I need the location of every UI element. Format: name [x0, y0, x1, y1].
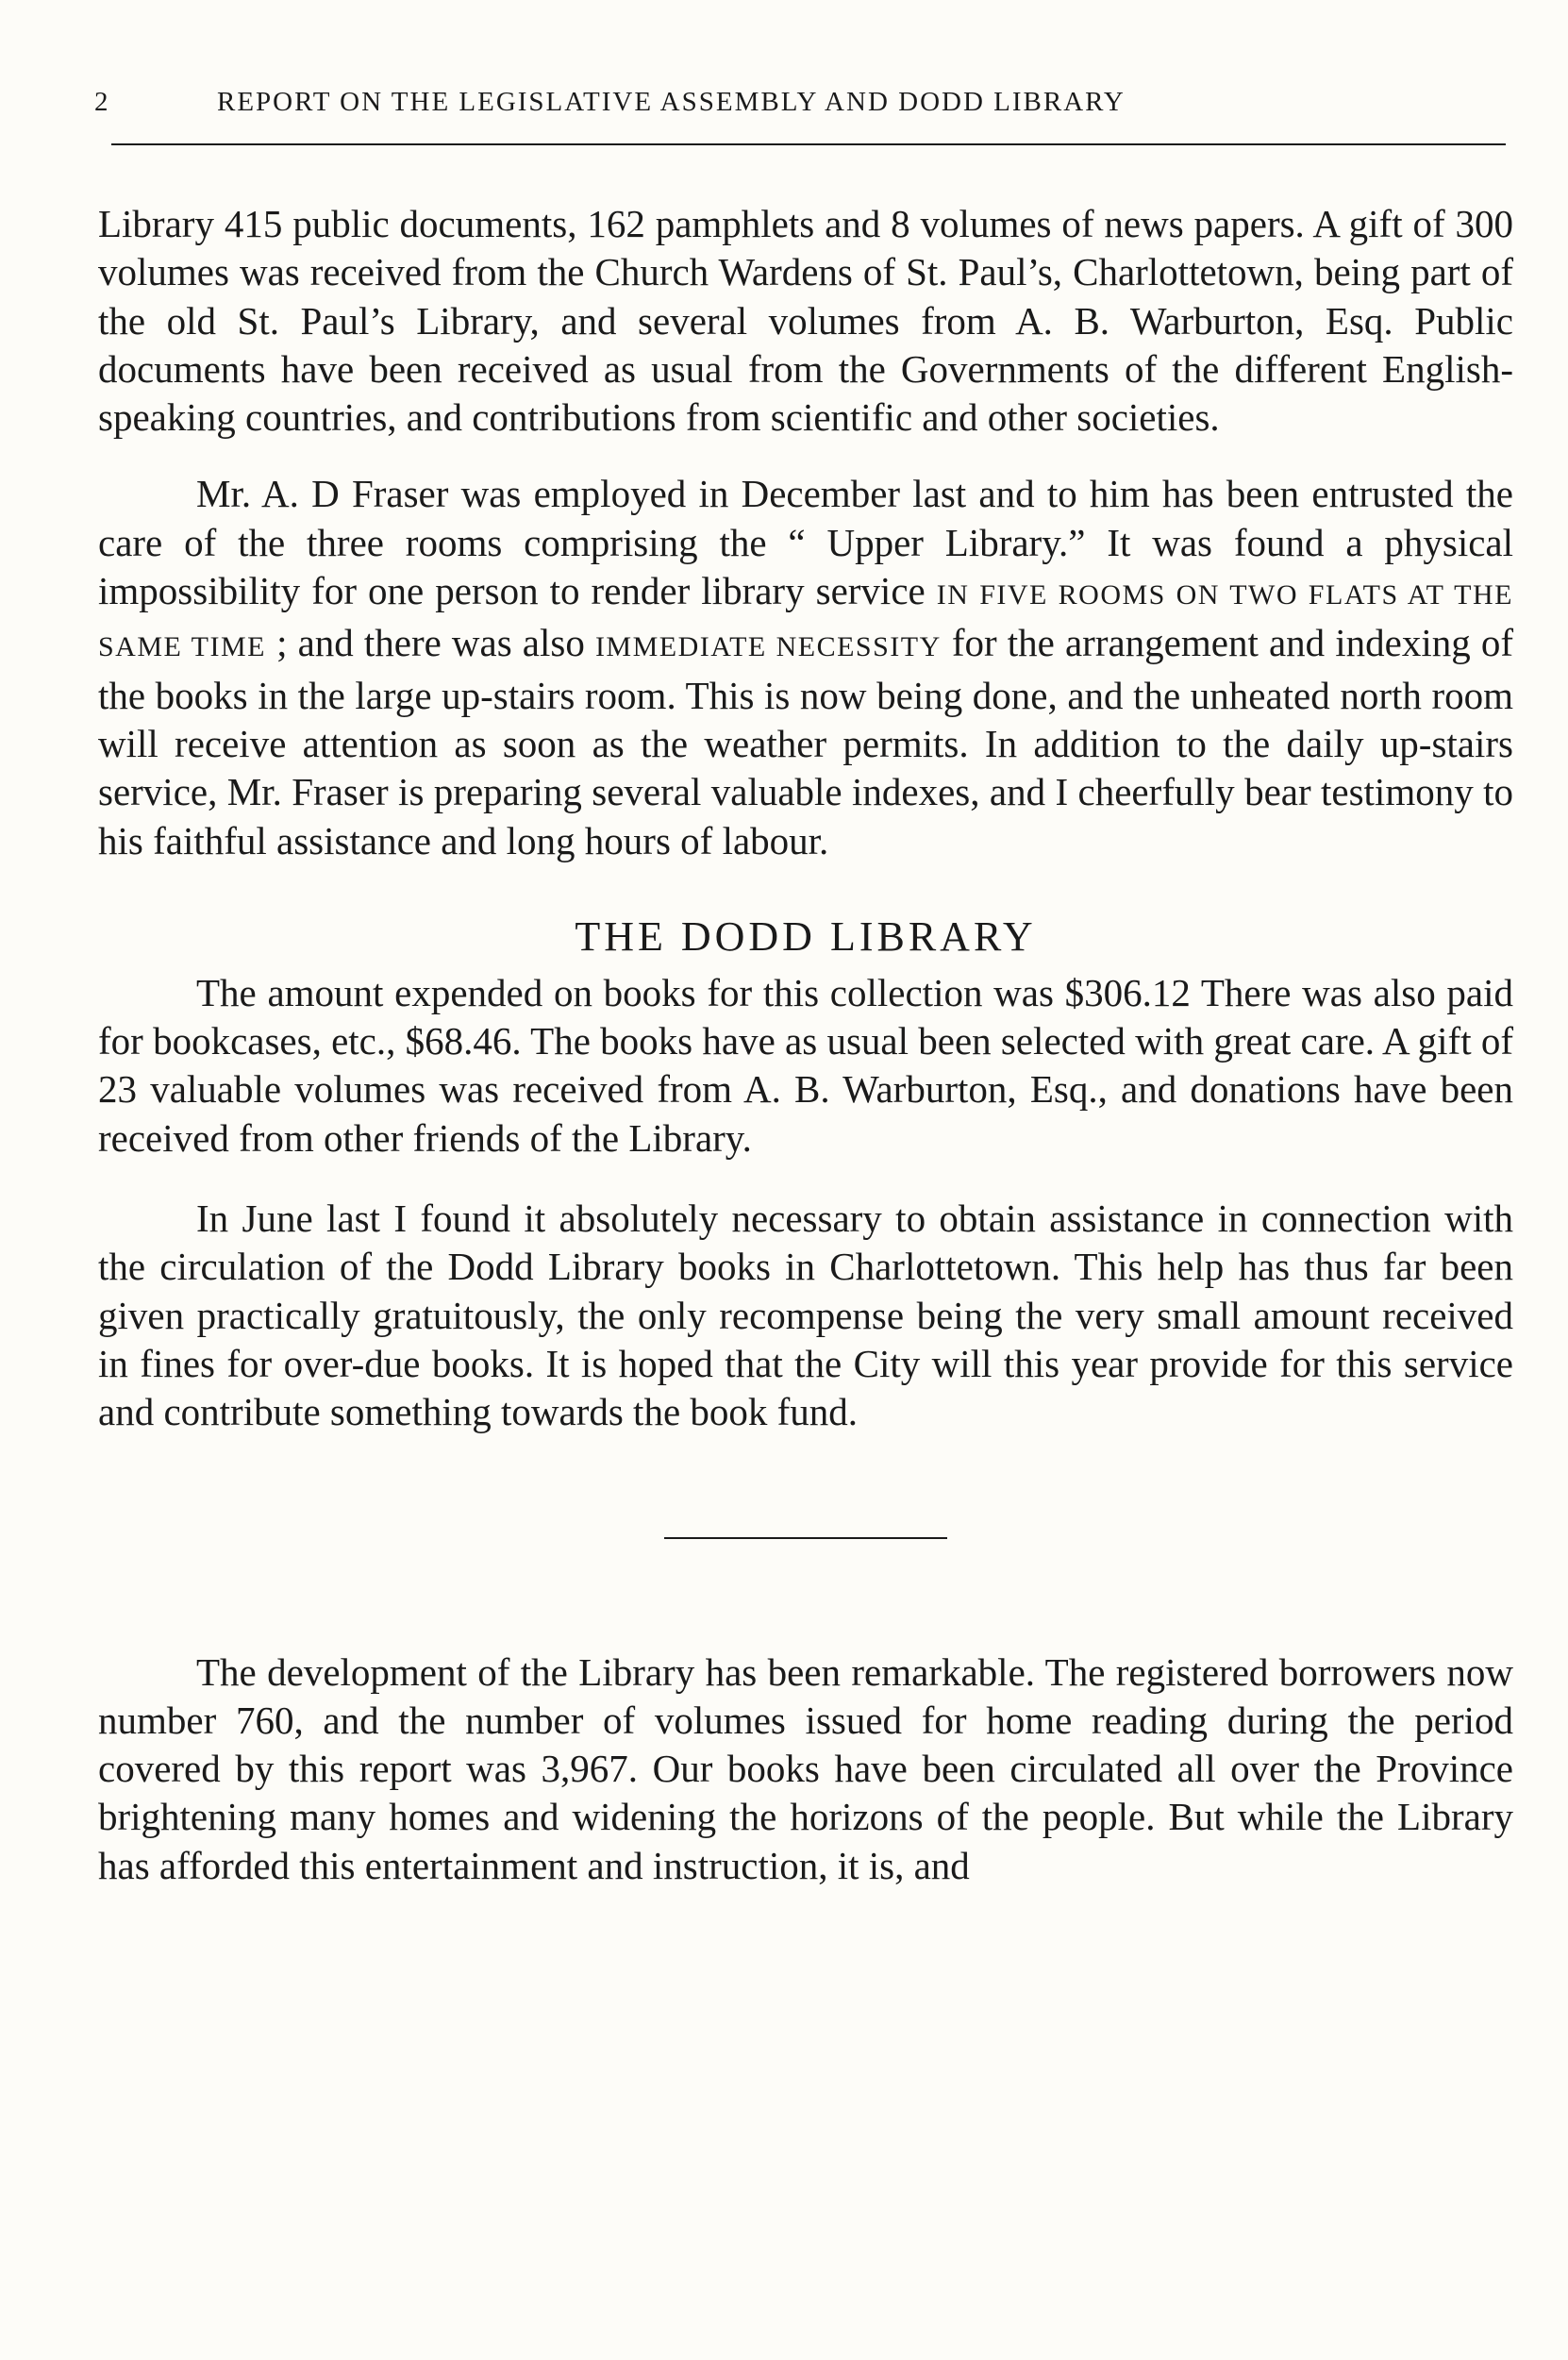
section-divider [664, 1537, 947, 1539]
page-number: 2 [94, 87, 110, 117]
fraser-text-1: Mr. A. D Fraser was employed in December last and to him has been entrusted the care of the three rooms comprising the “ Upper Library.” It was found a physical impossibility for one person to render library service [98, 472, 1513, 613]
running-title: REPORT ON THE LEGISLATIVE ASSEMBLY AND DODD LIBRARY [217, 87, 1126, 117]
section-heading-dodd-library: THE DODD LIBRARY [575, 912, 1037, 960]
small-caps-immediate-necessity: IMMEDIATE NECESSITY [594, 631, 942, 663]
paragraph-library-development: The development of the Library has been remarkable. The registered borrowers now number 760, and the number of volumes issued for home reading during the period covered by this report was 3,967. Our books have been circulated all over the Province brightening many homes and widening the horizons of the people. But while the Library has afforded this entertainment and instruction, it is, and [98, 1649, 1513, 1887]
paragraph-library-documents: Library 415 public documents, 162 pamphlets and 8 volumes of news papers. A gift of 300 volumes was received from the Church Wardens of St. Paul’s, Charlottetown, being part of the old St. Paul’s Library, and several volumes from A. B. Warburton, Esq. Public documents have been received as usual from the Governments of the different English-speaking countries, and contributions from scientific and other societies. [98, 202, 1513, 440]
small-caps-five-rooms: IN FIVE ROOMS ON TWO FLATS AT THE SAME TIME [98, 579, 1513, 663]
header-rule [111, 143, 1506, 145]
running-head [94, 87, 1510, 125]
paragraph-dodd-assistance: In June last I found it absolutely necessary to obtain assistance in connection with the circulation of the Dodd Library books in Charlottetown. This help has thus far been given practically gratuitously, the only recompense being the very small amount received in fines for over-due books. It is hoped that the City will this year provide for this service and contribute something towards the book fund. [98, 1197, 1513, 1434]
paragraph-dodd-expenditure: The amount expended on books for this collection was $306.12 There was also paid for bookcases, etc., $68.46. The books have as usual been selected with great care. A gift of 23 valuable volumes was received from A. B. Warburton, Esq., and donations have been received from other friends of the Library. [98, 970, 1513, 1160]
body-text [98, 200, 1513, 1890]
fraser-text-2: ; and there was also [265, 621, 595, 665]
fraser-text-3: for the arrangement and indexing of the books in the large up-stairs room. This is now being done, and the unheated north room will receive attention as soon as the weather permits. In addition to the daily up-stairs service, Mr. Fraser is preparing several valuable indexes, and I cheerfully bear testimony to his faithful assistance and long hours of labour. [98, 621, 1513, 862]
paragraph-fraser [98, 470, 1513, 864]
